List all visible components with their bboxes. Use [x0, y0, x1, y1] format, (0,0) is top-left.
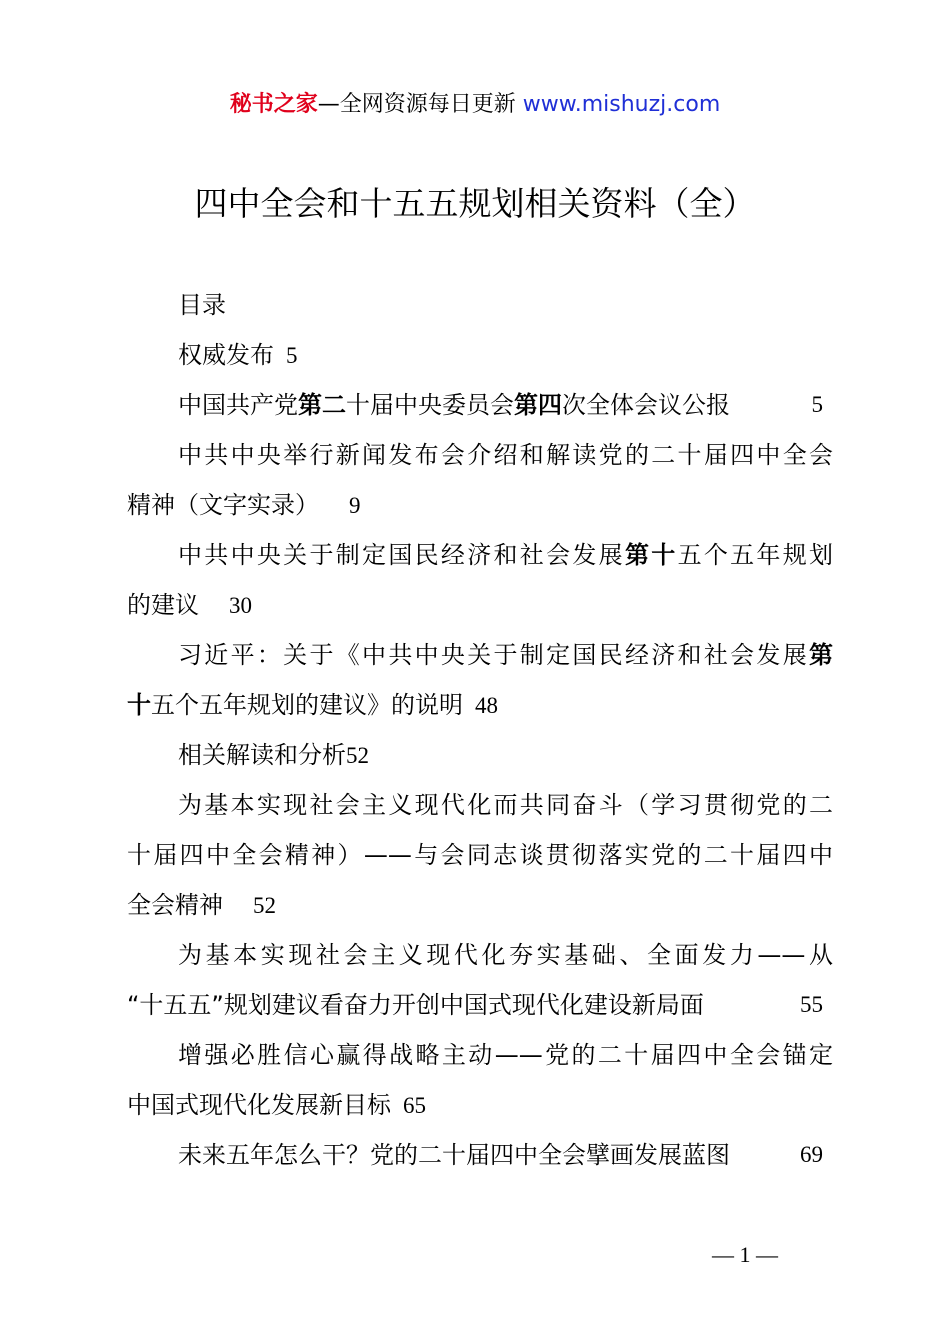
toc-entry-title: “十五五”规划建议看奋力开创中国式现代化建设新局面 — [127, 991, 704, 1019]
toc-entry-title: 未来五年怎么干？党的二十届四中全会擘画发展蓝图 — [178, 1141, 730, 1169]
toc-entry-bold: 第二 — [298, 391, 346, 419]
toc-entry[interactable] — [127, 1130, 833, 1180]
toc-entry-title: 次全体会议公报 — [562, 391, 730, 419]
banner-slogan: —全网资源每日更新 — [317, 92, 523, 117]
toc-page-number: 55 — [800, 992, 823, 1017]
toc-page-number: 9 — [349, 493, 361, 518]
toc-entry-title: 相关解读和分析 — [178, 741, 346, 769]
toc-page-number: 5 — [286, 343, 298, 368]
toc-entry-continuation — [127, 880, 833, 930]
brand-name: 秘书之家 — [229, 92, 318, 117]
toc-entry-title: 五个五年规划的建议》的说明 — [151, 691, 463, 719]
toc-entry-continuation — [127, 1080, 833, 1130]
toc-entry-continuation — [127, 480, 833, 530]
toc-page-number: 65 — [403, 1093, 426, 1118]
toc-entry-title: 中国共产党 — [178, 391, 298, 419]
toc-entry[interactable]: 中共中央举行新闻发布会介绍和解读党的二十届四中全会 — [178, 441, 833, 469]
toc-entry[interactable] — [127, 380, 833, 430]
toc-entry-title: 五个五年规划 — [677, 541, 833, 569]
toc-entry-continuation: 十届四中全会精神）——与会同志谈贯彻落实党的二十届四中 — [127, 841, 833, 869]
toc-page-number: 30 — [229, 593, 252, 618]
toc-entry-bold: 第 — [809, 641, 833, 669]
toc-entry-title: 中国式现代化发展新目标 — [127, 1091, 391, 1119]
toc-entry-bold: 第十 — [624, 541, 678, 569]
toc-entry-title: 权威发布 — [178, 341, 274, 369]
toc-entry-title: 中共中央关于制定国民经济和社会发展 — [178, 541, 625, 569]
toc-entry-continuation — [127, 580, 833, 630]
toc-entry-title: 十届中央委员会 — [346, 391, 514, 419]
toc-page-number: 52 — [346, 743, 369, 768]
toc-page-number: 5 — [811, 392, 823, 417]
toc-entry-title: 精神（文字实录） — [127, 491, 319, 519]
toc-entry-title: 的建议 — [127, 591, 199, 619]
toc-page-number: 52 — [253, 893, 276, 918]
site-banner — [0, 88, 950, 122]
toc-entry[interactable] — [127, 530, 833, 580]
toc-entry-bold: 第四 — [514, 391, 562, 419]
toc-entry-title: 习近平：关于《中共中央关于制定国民经济和社会发展 — [178, 641, 809, 669]
toc-entry-continuation — [127, 980, 833, 1030]
toc-entry[interactable]: 增强必胜信心赢得战略主动——党的二十届四中全会锚定 — [178, 1041, 833, 1069]
toc-entry[interactable] — [127, 730, 833, 780]
document-title: 四中全会和十五五规划相关资料（全） — [194, 184, 756, 223]
toc-entry[interactable]: 为基本实现社会主义现代化而共同奋斗（学习贯彻党的二 — [178, 791, 833, 819]
toc-entry-continuation — [127, 680, 833, 730]
toc-entry[interactable]: 为基本实现社会主义现代化夯实基础、全面发力——从 — [178, 941, 833, 969]
toc-entry[interactable] — [127, 630, 833, 680]
site-url-link[interactable]: www.mishuzj.com — [522, 92, 721, 117]
toc-entry-bold: 十 — [127, 691, 151, 719]
toc-entry[interactable] — [127, 330, 833, 380]
toc-heading: 目录 — [178, 291, 226, 319]
page-number-footer: — 1 — — [712, 1242, 778, 1267]
table-of-contents — [127, 280, 833, 1180]
toc-page-number: 69 — [800, 1142, 823, 1167]
toc-page-number: 48 — [475, 693, 498, 718]
toc-entry-title: 全会精神 — [127, 891, 223, 919]
